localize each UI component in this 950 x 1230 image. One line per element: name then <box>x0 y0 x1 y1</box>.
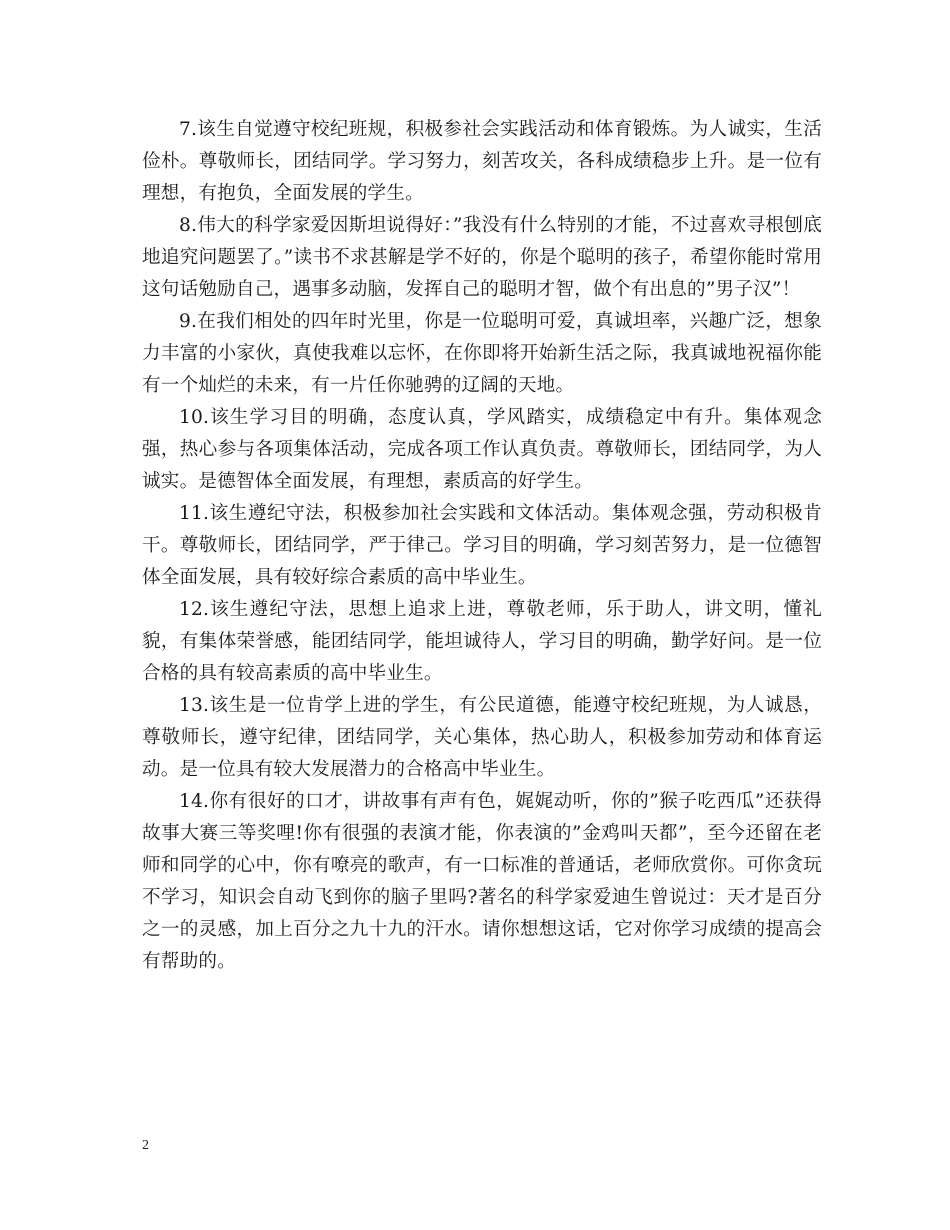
comment-paragraph-10: 10.该生学习目的明确，态度认真，学风踏实，成绩稳定中有升。集体观念强，热心参与各项集体活动，完成各项工作认真负责。尊敬师长，团结同学，为人诚实。是德智体全面发展，有理想，素质高的好学生。 <box>142 407 822 492</box>
comment-paragraph-12: 12.该生遵纪守法，思想上追求上进，尊敬老师，乐于助人，讲文明，懂礼貌，有集体荣誉感，能团结同学，能坦诚待人，学习目的明确，勤学好问。是一位合格的具有较高素质的高中毕业生。 <box>142 599 822 684</box>
comment-paragraph-13: 13.该生是一位肯学上进的学生，有公民道德，能遵守校纪班规，为人诚恳，尊敬师长，遵守纪律，团结同学，关心集体，热心助人，积极参加劳动和体育运动。是一位具有较大发展潜力的合格高中毕业生。 <box>142 695 822 780</box>
comment-paragraph-11: 11.该生遵纪守法，积极参加社会实践和文体活动。集体观念强，劳动积极肯干。尊敬师长，团结同学，严于律己。学习目的明确，学习刻苦努力，是一位德智体全面发展，具有较好综合素质的高中毕业生。 <box>142 503 822 588</box>
page-number: 2 <box>142 1138 149 1153</box>
comment-paragraph-9: 9.在我们相处的四年时光里，你是一位聪明可爱，真诚坦率，兴趣广泛，想象力丰富的小家伙，真使我难以忘怀，在你即将开始新生活之际，我真诚地祝福你能有一个灿烂的未来，有一片任你驰骋的辽阔的天地。 <box>142 311 822 396</box>
comment-paragraph-14: 14.你有很好的口才，讲故事有声有色，娓娓动听，你的”猴子吃西瓜”还获得故事大赛三等奖哩!你有很强的表演才能，你表演的”金鸡叫天都”，至今还留在老师和同学的心中，你有嘹亮的歌声，有一口标准的普通话，老师欣赏你。可你贪玩不学习，知识会自动飞到你的脑子里吗?著名的科学家爱迪生曾说过：天才是百分之一的灵感，加上百分之九十九的汗水。请你想想这话，它对你学习成绩的提高会有帮助的。 <box>142 791 822 972</box>
comment-paragraph-8: 8.伟大的科学家爱因斯坦说得好：”我没有什么特别的才能，不过喜欢寻根刨底地追究问题罢了。”读书不求甚解是学不好的，你是个聪明的孩子，希望你能时常用这句话勉励自己，遇事多动脑，发挥自己的聪明才智，做个有出息的”男子汉”！ <box>142 215 822 300</box>
comment-paragraph-7: 7.该生自觉遵守校纪班规，积极参社会实践活动和体育锻炼。为人诚实，生活俭朴。尊敬师长，团结同学。学习努力，刻苦攻关，各科成绩稳步上升。是一位有理想，有抱负，全面发展的学生。 <box>142 119 822 204</box>
page-body <box>142 114 822 978</box>
